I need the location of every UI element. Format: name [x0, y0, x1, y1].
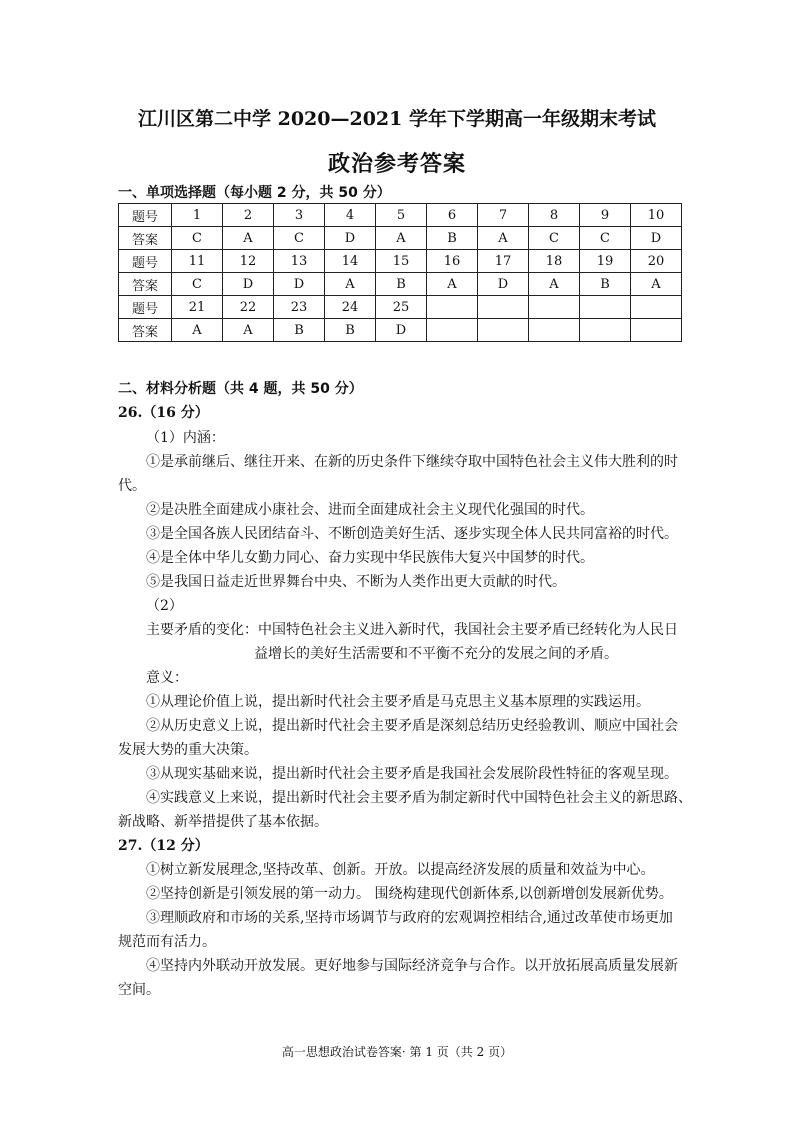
table-cell: 15 [376, 250, 427, 273]
table-cell: 4 [325, 204, 376, 227]
q27-point-2: ②坚持创新是引领发展的第一动力。 围绕构建现代创新体系,以创新增创发展新优势。 [146, 886, 673, 902]
q26-meaning-4-cont: 新战略、新举措提供了基本依据。 [118, 814, 328, 830]
section2-heading: 二、材料分析题（共 4 题，共 50 分） [118, 381, 363, 397]
table-cell: 10 [631, 204, 682, 227]
table-cell: 5 [376, 204, 427, 227]
table-cell: 11 [172, 250, 223, 273]
table-cell: D [223, 273, 274, 296]
q26-point-3: ③是全国各族人民团结奋斗、不断创造美好生活、逐步实现全体人民共同富裕的时代。 [146, 526, 678, 542]
table-cell [580, 319, 631, 342]
table-cell: B [376, 273, 427, 296]
q26-point-5: ⑤是我国日益走近世界舞台中央、不断为人类作出更大贡献的时代。 [146, 574, 566, 590]
table-row [119, 296, 682, 319]
table-cell: C [274, 227, 325, 250]
table-cell: 1 [172, 204, 223, 227]
q26-point-4: ④是全体中华儿女勤力同心、奋力实现中华民族伟大复兴中国梦的时代。 [146, 550, 594, 566]
question-26-header: 26.（16 分） [118, 405, 209, 421]
table-cell: 16 [427, 250, 478, 273]
q26-contradiction-change-cont: 益增长的美好生活需要和不平衡不充分的发展之间的矛盾。 [254, 646, 618, 662]
table-cell: 答案 [119, 319, 172, 342]
table-cell: D [631, 227, 682, 250]
table-cell [631, 296, 682, 319]
table-cell: 题号 [119, 250, 172, 273]
table-cell: A [427, 273, 478, 296]
table-cell: B [580, 273, 631, 296]
section1-heading: 一、单项选择题（每小题 2 分，共 50 分） [118, 185, 391, 201]
q26-meaning-3: ③从现实基础来说，提出新时代社会主要矛盾是我国社会发展阶段性特征的客观呈现。 [146, 766, 678, 782]
table-cell [529, 319, 580, 342]
table-row [119, 227, 682, 250]
q26-part1-label: （1）内涵： [146, 430, 225, 446]
table-cell: 答案 [119, 227, 172, 250]
table-cell: 17 [478, 250, 529, 273]
answer-table [118, 203, 682, 342]
table-cell: D [478, 273, 529, 296]
table-cell: 23 [274, 296, 325, 319]
table-cell: C [580, 227, 631, 250]
table-cell: A [223, 319, 274, 342]
table-cell: 6 [427, 204, 478, 227]
table-cell: A [172, 319, 223, 342]
table-row [119, 204, 682, 227]
table-cell: D [274, 273, 325, 296]
q27-point-4-cont: 空间。 [118, 982, 160, 998]
table-cell: 12 [223, 250, 274, 273]
table-cell: 21 [172, 296, 223, 319]
table-cell: 3 [274, 204, 325, 227]
q26-meaning-1: ①从理论价值上说，提出新时代社会主要矛盾是马克思主义基本原理的实践运用。 [146, 694, 650, 710]
table-cell: C [172, 227, 223, 250]
table-cell: 20 [631, 250, 682, 273]
q26-contradiction-change: 主要矛盾的变化：中国特色社会主义进入新时代，我国社会主要矛盾已经转化为人民日 [146, 622, 678, 638]
table-cell: 题号 [119, 296, 172, 319]
table-cell: B [325, 319, 376, 342]
table-cell [631, 319, 682, 342]
table-cell [580, 296, 631, 319]
table-cell: 7 [478, 204, 529, 227]
page-footer: 高一思想政治试卷答案· 第 1 页（共 2 页） [281, 1045, 513, 1059]
q26-part2-label: （2） [146, 598, 183, 614]
table-cell: A [529, 273, 580, 296]
table-cell: B [427, 227, 478, 250]
table-cell: D [376, 319, 427, 342]
table-cell: A [325, 273, 376, 296]
table-cell: 答案 [119, 273, 172, 296]
q26-point-1: ①是承前继后、继往开来、在新的历史条件下继续夺取中国特色社会主义伟大胜利的时 [146, 454, 678, 470]
table-cell [478, 296, 529, 319]
table-cell: 9 [580, 204, 631, 227]
table-row [119, 273, 682, 296]
table-cell: A [223, 227, 274, 250]
table-cell: 24 [325, 296, 376, 319]
table-cell: A [631, 273, 682, 296]
table-row [119, 319, 682, 342]
table-cell: 25 [376, 296, 427, 319]
table-cell: 2 [223, 204, 274, 227]
table-row [119, 250, 682, 273]
table-cell: 14 [325, 250, 376, 273]
q26-point-1-cont: 代。 [118, 478, 146, 494]
q26-meaning-label: 意义： [146, 670, 188, 686]
q26-meaning-2: ②从历史意义上说，提出新时代社会主要矛盾是深刻总结历史经验教训、顺应中国社会 [146, 718, 678, 734]
table-cell: 22 [223, 296, 274, 319]
table-cell: 题号 [119, 204, 172, 227]
question-27-header: 27.（12 分） [118, 838, 209, 854]
answer-key-subtitle: 政治参考答案 [327, 151, 466, 177]
q27-point-4: ④坚持内外联动开放发展。更好地参与国际经济竞争与合作。以开放拓展高质量发展新 [146, 958, 678, 974]
table-cell: D [325, 227, 376, 250]
table-cell: B [274, 319, 325, 342]
table-cell: C [529, 227, 580, 250]
q26-point-2: ②是决胜全面建成小康社会、进而全面建成社会主义现代化强国的时代。 [146, 502, 594, 518]
exam-title: 江川区第二中学 2020—2021 学年下学期高一年级期末考试 [138, 108, 656, 130]
q26-meaning-2-cont: 发展大势的重大决策。 [118, 742, 258, 758]
table-cell [529, 296, 580, 319]
q27-point-1: ①树立新发展理念,坚持改革、创新。开放。以提高经济发展的质量和效益为中心。 [146, 862, 655, 878]
table-cell: 18 [529, 250, 580, 273]
table-cell [427, 319, 478, 342]
q26-meaning-4: ④实践意义上来说，提出新时代社会主要矛盾为制定新时代中国特色社会主义的新思路、 [146, 790, 692, 806]
table-cell [478, 319, 529, 342]
table-cell: 19 [580, 250, 631, 273]
table-cell: 8 [529, 204, 580, 227]
table-cell [427, 296, 478, 319]
table-cell: 13 [274, 250, 325, 273]
table-cell: A [478, 227, 529, 250]
table-cell: C [172, 273, 223, 296]
table-cell: A [376, 227, 427, 250]
q27-point-3: ③理顺政府和市场的关系,坚持市场调节与政府的宏观调控相结合,通过改革使市场更加 [146, 910, 673, 926]
q27-point-3-cont: 规范而有活力。 [118, 934, 216, 950]
